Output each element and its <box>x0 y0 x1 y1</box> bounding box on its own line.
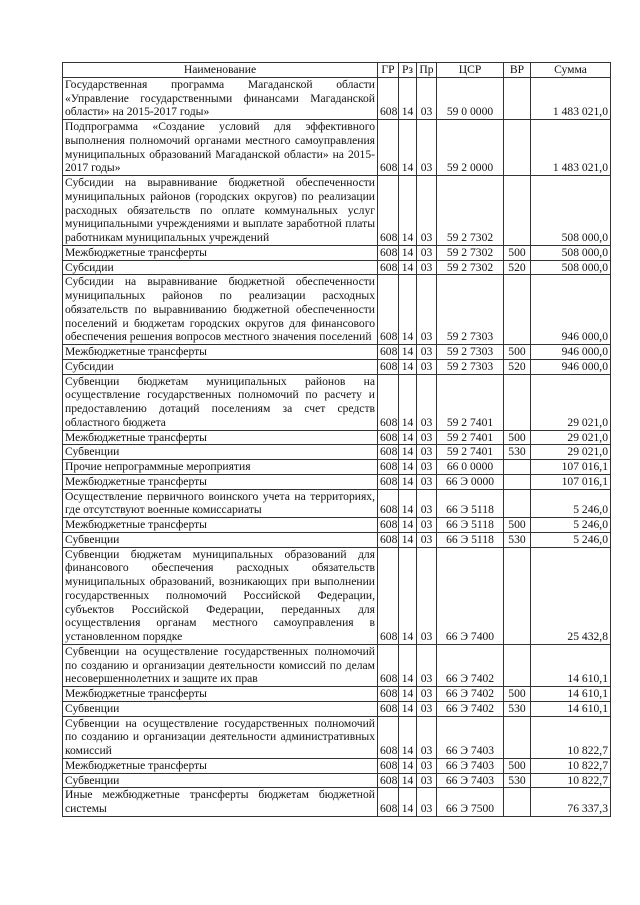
header-gr: ГР <box>378 63 399 78</box>
cell-vr <box>504 120 531 176</box>
cell-csr: 59 0 0000 <box>437 77 504 119</box>
cell-name: Межбюджетные трансферты <box>63 474 378 489</box>
cell-sum: 29 021,0 <box>531 445 611 460</box>
table-row <box>63 176 611 246</box>
cell-name: Субвенции на осуществление государственных полномочий по созданию и организации деятельности административных комиссий <box>63 716 378 758</box>
cell-rz: 14 <box>399 275 417 345</box>
table-row <box>63 788 611 817</box>
cell-rz: 14 <box>399 518 417 533</box>
cell-rz: 14 <box>399 245 417 260</box>
cell-sum: 508 000,0 <box>531 176 611 246</box>
cell-csr: 66 Э 7403 <box>437 716 504 758</box>
cell-vr: 500 <box>504 345 531 360</box>
cell-rz: 14 <box>399 716 417 758</box>
table-row <box>63 474 611 489</box>
cell-name: Субвенции <box>63 701 378 716</box>
table-row <box>63 716 611 758</box>
table-row <box>63 518 611 533</box>
cell-sum: 5 246,0 <box>531 518 611 533</box>
cell-csr: 59 2 7302 <box>437 176 504 246</box>
cell-name: Иные межбюджетные трансферты бюджетам бюджетной системы <box>63 788 378 817</box>
cell-sum: 76 337,3 <box>531 788 611 817</box>
cell-gr: 608 <box>378 430 399 445</box>
cell-rz: 14 <box>399 547 417 644</box>
cell-csr: 66 Э 7403 <box>437 758 504 773</box>
cell-pr: 03 <box>417 532 437 547</box>
table-row <box>63 245 611 260</box>
cell-pr: 03 <box>417 245 437 260</box>
cell-sum: 10 822,7 <box>531 716 611 758</box>
cell-gr: 608 <box>378 489 399 518</box>
cell-gr: 608 <box>378 644 399 686</box>
cell-sum: 946 000,0 <box>531 359 611 374</box>
cell-sum: 5 246,0 <box>531 489 611 518</box>
cell-vr <box>504 176 531 246</box>
header-name: Наименование <box>63 63 378 78</box>
cell-vr: 530 <box>504 445 531 460</box>
cell-rz: 14 <box>399 176 417 246</box>
table-row <box>63 445 611 460</box>
budget-table <box>62 62 611 817</box>
cell-gr: 608 <box>378 474 399 489</box>
cell-rz: 14 <box>399 260 417 275</box>
cell-pr: 03 <box>417 644 437 686</box>
cell-vr: 500 <box>504 758 531 773</box>
cell-vr <box>504 489 531 518</box>
cell-csr: 59 2 7401 <box>437 430 504 445</box>
cell-pr: 03 <box>417 374 437 430</box>
cell-gr: 608 <box>378 120 399 176</box>
cell-rz: 14 <box>399 77 417 119</box>
cell-vr <box>504 474 531 489</box>
table-row <box>63 687 611 702</box>
cell-name: Субсидии <box>63 260 378 275</box>
cell-gr: 608 <box>378 460 399 475</box>
cell-gr: 608 <box>378 275 399 345</box>
cell-pr: 03 <box>417 77 437 119</box>
table-row <box>63 460 611 475</box>
cell-sum: 29 021,0 <box>531 374 611 430</box>
cell-gr: 608 <box>378 245 399 260</box>
cell-rz: 14 <box>399 430 417 445</box>
cell-vr <box>504 788 531 817</box>
table-row <box>63 359 611 374</box>
cell-gr: 608 <box>378 260 399 275</box>
table-row <box>63 77 611 119</box>
table-row <box>63 430 611 445</box>
cell-vr <box>504 77 531 119</box>
cell-vr: 530 <box>504 701 531 716</box>
cell-sum: 946 000,0 <box>531 345 611 360</box>
cell-sum: 1 483 021,0 <box>531 120 611 176</box>
cell-vr <box>504 275 531 345</box>
cell-csr: 59 2 0000 <box>437 120 504 176</box>
cell-name: Подпрограмма «Создание условий для эффективного выполнения полномочий органами местного самоуправления муниципальных образований Магаданской области» на 2015-2017 годы» <box>63 120 378 176</box>
table-row <box>63 489 611 518</box>
cell-vr: 500 <box>504 430 531 445</box>
cell-gr: 608 <box>378 518 399 533</box>
cell-vr <box>504 460 531 475</box>
cell-sum: 25 432,8 <box>531 547 611 644</box>
cell-gr: 608 <box>378 701 399 716</box>
cell-sum: 946 000,0 <box>531 275 611 345</box>
cell-rz: 14 <box>399 773 417 788</box>
cell-csr: 66 Э 7402 <box>437 701 504 716</box>
cell-name: Субвенции <box>63 773 378 788</box>
cell-sum: 10 822,7 <box>531 758 611 773</box>
cell-rz: 14 <box>399 644 417 686</box>
cell-pr: 03 <box>417 758 437 773</box>
cell-rz: 14 <box>399 701 417 716</box>
cell-gr: 608 <box>378 788 399 817</box>
cell-gr: 608 <box>378 758 399 773</box>
cell-csr: 66 Э 5118 <box>437 489 504 518</box>
cell-gr: 608 <box>378 374 399 430</box>
cell-csr: 59 2 7401 <box>437 374 504 430</box>
cell-rz: 14 <box>399 788 417 817</box>
cell-csr: 59 2 7303 <box>437 359 504 374</box>
cell-vr: 530 <box>504 773 531 788</box>
table-row <box>63 260 611 275</box>
cell-csr: 59 2 7303 <box>437 275 504 345</box>
cell-gr: 608 <box>378 532 399 547</box>
cell-rz: 14 <box>399 120 417 176</box>
cell-pr: 03 <box>417 773 437 788</box>
cell-pr: 03 <box>417 687 437 702</box>
cell-rz: 14 <box>399 474 417 489</box>
cell-pr: 03 <box>417 518 437 533</box>
table-row <box>63 701 611 716</box>
cell-csr: 66 Э 7400 <box>437 547 504 644</box>
table-row <box>63 374 611 430</box>
cell-vr: 520 <box>504 359 531 374</box>
cell-rz: 14 <box>399 345 417 360</box>
cell-sum: 14 610,1 <box>531 701 611 716</box>
cell-gr: 608 <box>378 176 399 246</box>
cell-gr: 608 <box>378 359 399 374</box>
cell-sum: 14 610,1 <box>531 687 611 702</box>
cell-name: Государственная программа Магаданской области «Управление государственными финансами Магаданской области» на 2015-2017 годы» <box>63 77 378 119</box>
cell-pr: 03 <box>417 359 437 374</box>
cell-pr: 03 <box>417 176 437 246</box>
cell-vr: 500 <box>504 518 531 533</box>
cell-pr: 03 <box>417 260 437 275</box>
cell-vr <box>504 716 531 758</box>
cell-pr: 03 <box>417 474 437 489</box>
cell-pr: 03 <box>417 445 437 460</box>
cell-name: Субвенции на осуществление государственных полномочий по созданию и организации деятельности комиссий по делам несовершеннолетних и защите их прав <box>63 644 378 686</box>
cell-name: Межбюджетные трансферты <box>63 687 378 702</box>
cell-sum: 107 016,1 <box>531 474 611 489</box>
cell-rz: 14 <box>399 758 417 773</box>
cell-pr: 03 <box>417 120 437 176</box>
table-row <box>63 758 611 773</box>
header-vr: ВР <box>504 63 531 78</box>
cell-csr: 59 2 7302 <box>437 245 504 260</box>
cell-csr: 59 2 7401 <box>437 445 504 460</box>
cell-csr: 66 Э 7500 <box>437 788 504 817</box>
cell-name: Межбюджетные трансферты <box>63 758 378 773</box>
cell-rz: 14 <box>399 359 417 374</box>
header-sum: Сумма <box>531 63 611 78</box>
cell-gr: 608 <box>378 345 399 360</box>
cell-sum: 5 246,0 <box>531 532 611 547</box>
cell-sum: 1 483 021,0 <box>531 77 611 119</box>
table-header-row <box>63 63 611 78</box>
table-row <box>63 532 611 547</box>
table-row <box>63 345 611 360</box>
cell-sum: 107 016,1 <box>531 460 611 475</box>
cell-rz: 14 <box>399 687 417 702</box>
cell-csr: 66 Э 7402 <box>437 644 504 686</box>
cell-csr: 66 Э 7403 <box>437 773 504 788</box>
cell-pr: 03 <box>417 788 437 817</box>
header-rz: Рз <box>399 63 417 78</box>
cell-vr <box>504 374 531 430</box>
cell-name: Межбюджетные трансферты <box>63 345 378 360</box>
cell-name: Осуществление первичного воинского учета на территориях, где отсутствуют военные комиссариаты <box>63 489 378 518</box>
cell-name: Субвенции <box>63 532 378 547</box>
cell-name: Субсидии на выравнивание бюджетной обеспеченности муниципальных районов (городских округов) по реализации расходных обязательств по оплате коммунальных услуг муниципальными учреждениями и выплате заработной платы работникам муниципальных учреждений <box>63 176 378 246</box>
cell-csr: 66 Э 0000 <box>437 474 504 489</box>
cell-csr: 66 0 0000 <box>437 460 504 475</box>
cell-rz: 14 <box>399 445 417 460</box>
cell-sum: 508 000,0 <box>531 260 611 275</box>
cell-vr: 520 <box>504 260 531 275</box>
table-row <box>63 644 611 686</box>
cell-rz: 14 <box>399 460 417 475</box>
cell-name: Субсидии на выравнивание бюджетной обеспеченности муниципальных районов по реализации расходных обязательств по выравниванию бюджетной обеспеченности поселений и бюджетам городских округов для финансового обеспечения решения вопросов местного значения поселений <box>63 275 378 345</box>
cell-sum: 14 610,1 <box>531 644 611 686</box>
cell-name: Субвенции <box>63 445 378 460</box>
cell-name: Субсидии <box>63 359 378 374</box>
cell-gr: 608 <box>378 716 399 758</box>
cell-csr: 59 2 7302 <box>437 260 504 275</box>
cell-gr: 608 <box>378 445 399 460</box>
cell-pr: 03 <box>417 460 437 475</box>
cell-vr: 500 <box>504 245 531 260</box>
cell-sum: 10 822,7 <box>531 773 611 788</box>
cell-rz: 14 <box>399 532 417 547</box>
cell-name: Межбюджетные трансферты <box>63 518 378 533</box>
cell-pr: 03 <box>417 275 437 345</box>
cell-pr: 03 <box>417 716 437 758</box>
cell-pr: 03 <box>417 701 437 716</box>
cell-csr: 66 Э 5118 <box>437 518 504 533</box>
cell-sum: 508 000,0 <box>531 245 611 260</box>
table-row <box>63 275 611 345</box>
cell-pr: 03 <box>417 430 437 445</box>
cell-csr: 66 Э 5118 <box>437 532 504 547</box>
cell-rz: 14 <box>399 374 417 430</box>
header-pr: Пр <box>417 63 437 78</box>
cell-csr: 66 Э 7402 <box>437 687 504 702</box>
cell-rz: 14 <box>399 489 417 518</box>
table-row <box>63 547 611 644</box>
cell-name: Субвенции бюджетам муниципальных образований для финансового обеспечения расходных обязательств муниципальных образований, возникающих при выполнении государственных полномочий Российской Федерации, субъектов Российской Федерации, переданных для осуществления органам местного самоуправления в установленном порядке <box>63 547 378 644</box>
cell-vr <box>504 644 531 686</box>
cell-gr: 608 <box>378 687 399 702</box>
cell-pr: 03 <box>417 547 437 644</box>
cell-name: Прочие непрограммные мероприятия <box>63 460 378 475</box>
cell-name: Субвенции бюджетам муниципальных районов на осуществление государственных полномочий по расчету и предоставлению дотаций поселениям за счет средств областного бюджета <box>63 374 378 430</box>
cell-pr: 03 <box>417 489 437 518</box>
cell-gr: 608 <box>378 773 399 788</box>
table-row <box>63 120 611 176</box>
cell-vr: 500 <box>504 687 531 702</box>
cell-gr: 608 <box>378 77 399 119</box>
header-csr: ЦСР <box>437 63 504 78</box>
cell-csr: 59 2 7303 <box>437 345 504 360</box>
table-row <box>63 773 611 788</box>
cell-vr <box>504 547 531 644</box>
cell-name: Межбюджетные трансферты <box>63 245 378 260</box>
cell-gr: 608 <box>378 547 399 644</box>
cell-sum: 29 021,0 <box>531 430 611 445</box>
cell-name: Межбюджетные трансферты <box>63 430 378 445</box>
cell-vr: 530 <box>504 532 531 547</box>
cell-pr: 03 <box>417 345 437 360</box>
